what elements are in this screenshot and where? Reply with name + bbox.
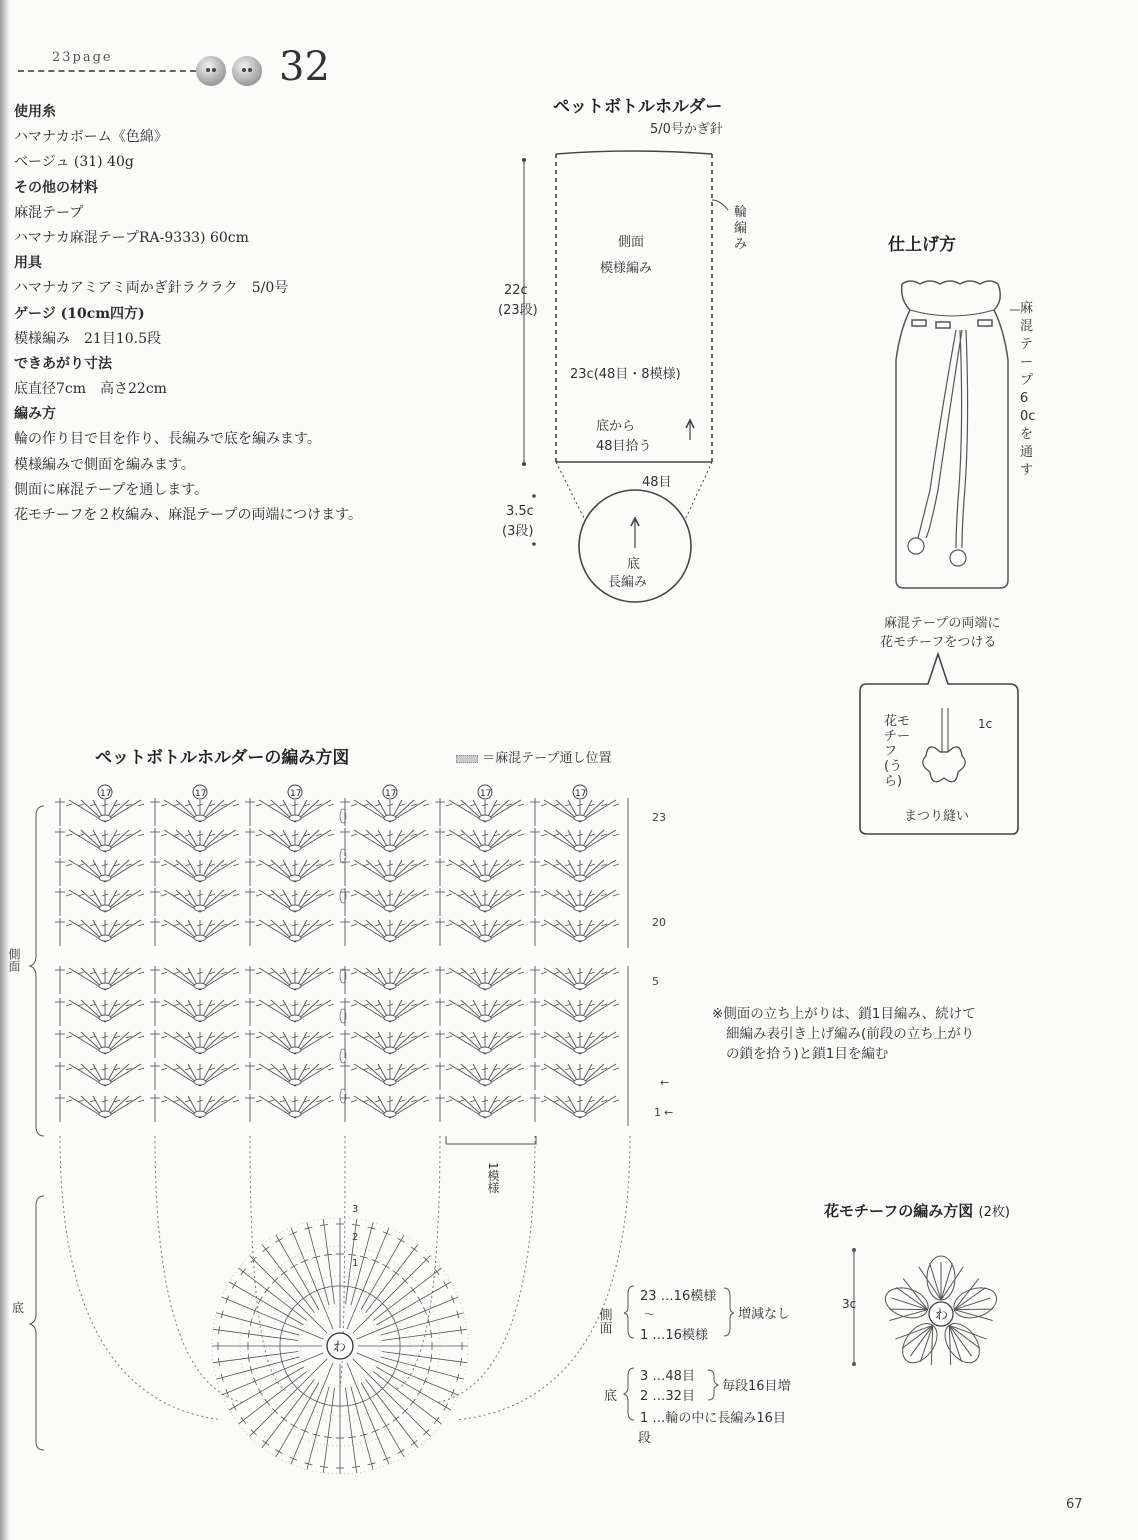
side-stitch-label: 模様編み [600, 261, 653, 276]
base-row-label: 2 [352, 1232, 359, 1243]
base-center-ring: わ [333, 1340, 347, 1355]
height-label: 22c [504, 283, 528, 298]
pattern-top-mark: 17 [290, 789, 302, 799]
note-line: の鎖を拾う)と鎖1目を編む [726, 1046, 889, 1062]
materials-list [14, 100, 362, 528]
base-label: 底 [627, 557, 641, 572]
base-stitch-label: 長編み [608, 575, 648, 590]
motif-back-label: 花モチーフ(うら) [884, 714, 911, 789]
base-row-label: 1 [352, 1258, 359, 1269]
note-line: ※側面の立ち上がりは、鎖1目編み、続けて [712, 1006, 976, 1022]
button-icon [196, 56, 226, 86]
side-bracket-label: 側面 [7, 948, 21, 972]
summary-side-rule: 増減なし [738, 1307, 791, 1322]
motif-title-text: 花モチーフの編み方図 [824, 1202, 974, 1220]
header-dashed-line [18, 70, 196, 72]
pattern-top-mark: 17 [480, 789, 492, 799]
materials-heading: 用具 [14, 255, 42, 272]
page-number: 67 [1066, 1497, 1083, 1512]
schematic-title: ペットボトルホルダー [553, 97, 723, 117]
rising-note [712, 1004, 976, 1064]
materials-heading: ゲージ (10cm四方) [14, 305, 145, 322]
motif-size-label: 1c [978, 717, 993, 731]
motif-size: 3c [842, 1297, 857, 1311]
materials-line: 底直径7cm 高さ22cm [14, 381, 167, 398]
summary-side-top: 23 …16模様 [640, 1289, 717, 1304]
join-lines [60, 1136, 630, 1420]
flower-motif-chart [836, 1240, 1006, 1380]
row-label: 23 [652, 811, 666, 824]
summary-row-unit: 段 [638, 1431, 652, 1446]
summary-base-3: 3 …48目 [640, 1369, 695, 1384]
materials-line: 麻混テープ [14, 204, 84, 221]
whipstitch-label: まつり縫い [904, 809, 970, 824]
side-pattern-upper [55, 785, 628, 1103]
motif-center: わ [935, 1308, 949, 1323]
materials-line: 模様編み 21目10.5段 [14, 330, 161, 347]
tape-label: 麻混テープ60cを通す [1020, 301, 1036, 478]
summary-tilde: 〜 [644, 1308, 655, 1321]
motif-count: (2枚) [978, 1205, 1010, 1220]
attach-line-2: 花モチーフをつける [880, 635, 997, 650]
page-reference: 23page [52, 50, 113, 65]
pattern-top-mark: 17 [575, 789, 587, 799]
chart-title: ペットボトルホルダーの編み方図 [95, 748, 350, 768]
materials-line: ハマナカ麻混テープRA-9333) 60cm [14, 229, 249, 246]
pickup-line-2: 48目拾う [596, 439, 652, 454]
height-rows-label: (23段) [498, 303, 538, 318]
button-icon [232, 56, 262, 86]
summary-side-bottom: 1 …16模様 [640, 1328, 708, 1343]
hook-size: 5/0号かぎ針 [650, 122, 723, 137]
note-line: 細編み表引き上げ編み(前段の立ち上がり [726, 1026, 975, 1042]
motif-detail-callout [856, 648, 1026, 838]
instruction-step: 花モチーフを２枚編み、麻混テープの両端につけます。 [14, 507, 363, 523]
base-round-chart [212, 1218, 468, 1474]
summary-base-rule: 毎段16目増 [722, 1379, 791, 1394]
row-label: 5 [652, 975, 659, 988]
pattern-number: 32 [279, 44, 330, 90]
ring-knit-label: 輪編み [734, 205, 748, 252]
instruction-step: 側面に麻混テープを通します。 [14, 481, 209, 498]
tape-position-swatch [456, 755, 478, 763]
instruction-step: 模様編みで側面を編みます。 [14, 456, 195, 473]
pattern-top-mark: 17 [385, 789, 397, 799]
materials-line: ハマナカボーム《色綿》 [14, 129, 168, 146]
legend-text: ＝麻混テープ通し位置 [482, 751, 612, 766]
base-row-label: 3 [352, 1204, 359, 1215]
holder-schematic [490, 140, 770, 610]
repeat-label: 1模様 [486, 1162, 500, 1194]
stitch-summary [596, 1282, 840, 1452]
attach-line-1: 麻混テープの両端に [884, 616, 1001, 631]
materials-line: ハマナカアミアミ両かぎ針ラクラク 5/0号 [14, 280, 289, 297]
materials-heading: その他の材料 [14, 179, 98, 196]
base-rows-label: (3段) [502, 524, 534, 539]
row-arrow: ← [664, 1106, 674, 1119]
materials-heading: できあがり寸法 [14, 355, 112, 372]
base-height-label: 3.5c [506, 504, 534, 519]
pattern-top-mark: 17 [195, 789, 207, 799]
summary-base-1: 1 …輪の中に長編み16目 [640, 1411, 786, 1426]
materials-line: ベージュ (31) 40g [14, 154, 134, 171]
summary-side-label: 側面 [596, 1308, 612, 1334]
pickup-line-1: 底から [596, 419, 636, 434]
materials-heading: 編み方 [14, 406, 56, 423]
materials-heading: 使用糸 [14, 104, 56, 120]
row-label: 1 [654, 1106, 661, 1119]
pattern-top-mark: 17 [100, 789, 112, 799]
width-label: 23c(48目・8模様) [570, 367, 681, 382]
row-label: 20 [652, 916, 666, 929]
base-bracket-label: 底 [12, 1301, 25, 1315]
row-arrow: ← [660, 1076, 670, 1089]
side-label: 側面 [618, 235, 645, 250]
motif-chart-title [824, 1200, 1010, 1221]
summary-base-label: 底 [604, 1389, 618, 1404]
summary-base-2: 2 …32目 [640, 1389, 695, 1404]
base-stitch-count: 48目 [642, 475, 672, 490]
instruction-step: 輪の作り目で目を作り、長編みで底を編みます。 [14, 431, 321, 448]
chart-legend [456, 747, 612, 766]
finishing-title: 仕上げ方 [888, 235, 956, 255]
